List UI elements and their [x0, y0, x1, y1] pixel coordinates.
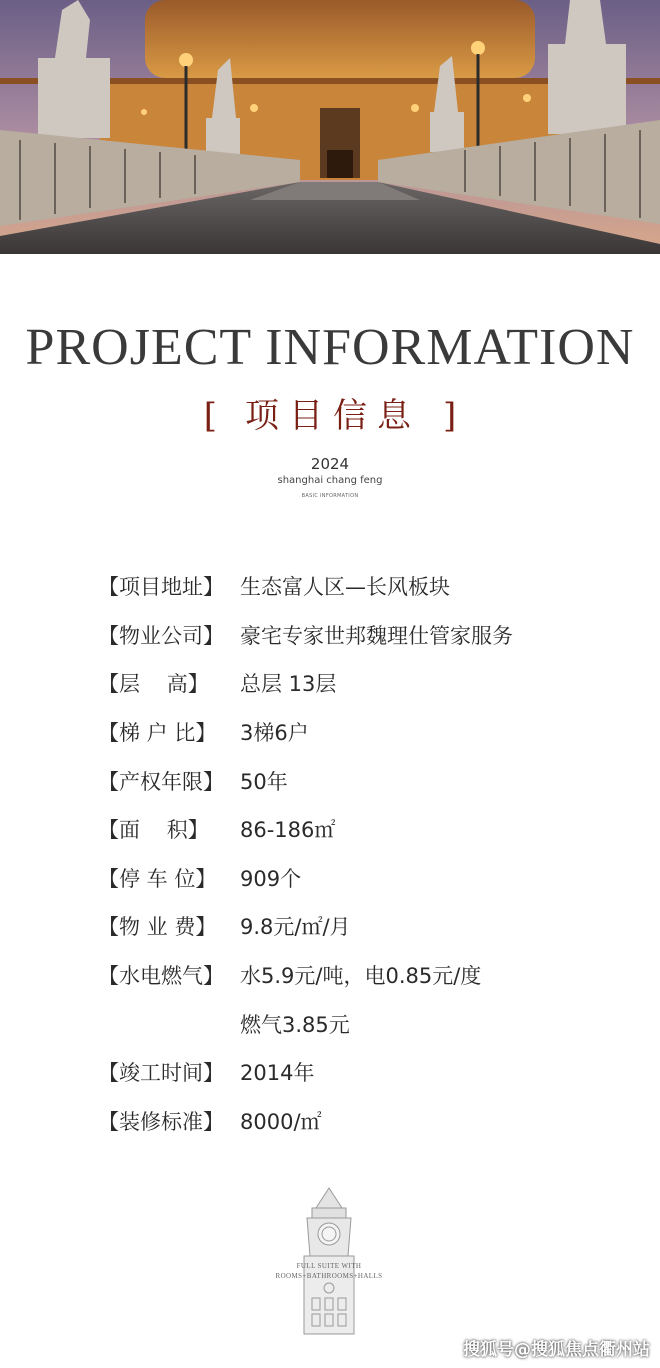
info-value: 水5.9元/吨，电0.85元/度	[240, 964, 482, 989]
info-row-address	[98, 562, 638, 611]
info-value: 燃气3.85元	[240, 1012, 350, 1037]
info-label: 【项目地址】	[98, 575, 224, 600]
info-value: 8000/㎡	[240, 1109, 322, 1134]
info-row-decoration	[98, 1097, 638, 1146]
info-row-area	[98, 805, 638, 854]
info-label: 【物 业 费】	[98, 915, 217, 940]
bracket-right: ]	[443, 396, 457, 436]
info-row-parking	[98, 854, 638, 903]
info-row-elevator-ratio	[98, 708, 638, 757]
info-value: 3梯6户	[240, 721, 309, 746]
info-label: 【停 车 位】	[98, 866, 217, 891]
page-title-en: PROJECT INFORMATION	[25, 319, 635, 376]
info-row-property-company	[98, 611, 638, 660]
info-value: 生态富人区—长风板块	[240, 575, 450, 600]
subtitle-label: BASIC INFORMATION	[301, 493, 359, 499]
bracket-left: [	[203, 396, 217, 436]
info-label: 【竣工时间】	[98, 1061, 224, 1086]
info-label: 【层 高】	[98, 672, 209, 697]
info-value: 豪宅专家世邦魏理仕管家服务	[240, 623, 513, 648]
info-row-completion	[98, 1048, 638, 1097]
year-label: 2024	[310, 455, 350, 473]
info-label: 【梯 户 比】	[98, 721, 217, 746]
logo-line-2: ROOMS+BATHROOMS+HALLS	[275, 1272, 383, 1280]
info-value: 50年	[240, 769, 288, 794]
info-value: 909个	[240, 866, 302, 891]
page-title-cn	[0, 388, 660, 437]
info-row-utilities	[98, 951, 638, 1000]
info-label: 【装修标准】	[98, 1109, 224, 1134]
info-value: 2014年	[240, 1061, 315, 1086]
info-list	[98, 562, 638, 1145]
info-label: 【产权年限】	[98, 769, 224, 794]
info-value: 9.8元/㎡/月	[240, 915, 351, 940]
hero-photo	[0, 0, 660, 254]
location-label: shanghai chang feng	[277, 475, 383, 486]
info-value: 86-186㎡	[240, 818, 336, 843]
title-cn-text: 项目信息	[245, 396, 421, 436]
info-row-property-rights	[98, 756, 638, 805]
info-label: 【面 积】	[98, 818, 209, 843]
clock-tower-logo-icon	[262, 1186, 396, 1336]
info-row-utilities-gas	[98, 999, 638, 1048]
info-row-floors	[98, 659, 638, 708]
info-row-property-fee	[98, 902, 638, 951]
info-label: 【水电燃气】	[98, 964, 224, 989]
info-label: 【物业公司】	[98, 623, 224, 648]
watermark: 搜狐号@搜狐焦点衢州站	[463, 1340, 650, 1360]
info-value: 总层 13层	[240, 672, 337, 697]
logo-line-1: FULL SUITE WITH	[296, 1262, 362, 1270]
